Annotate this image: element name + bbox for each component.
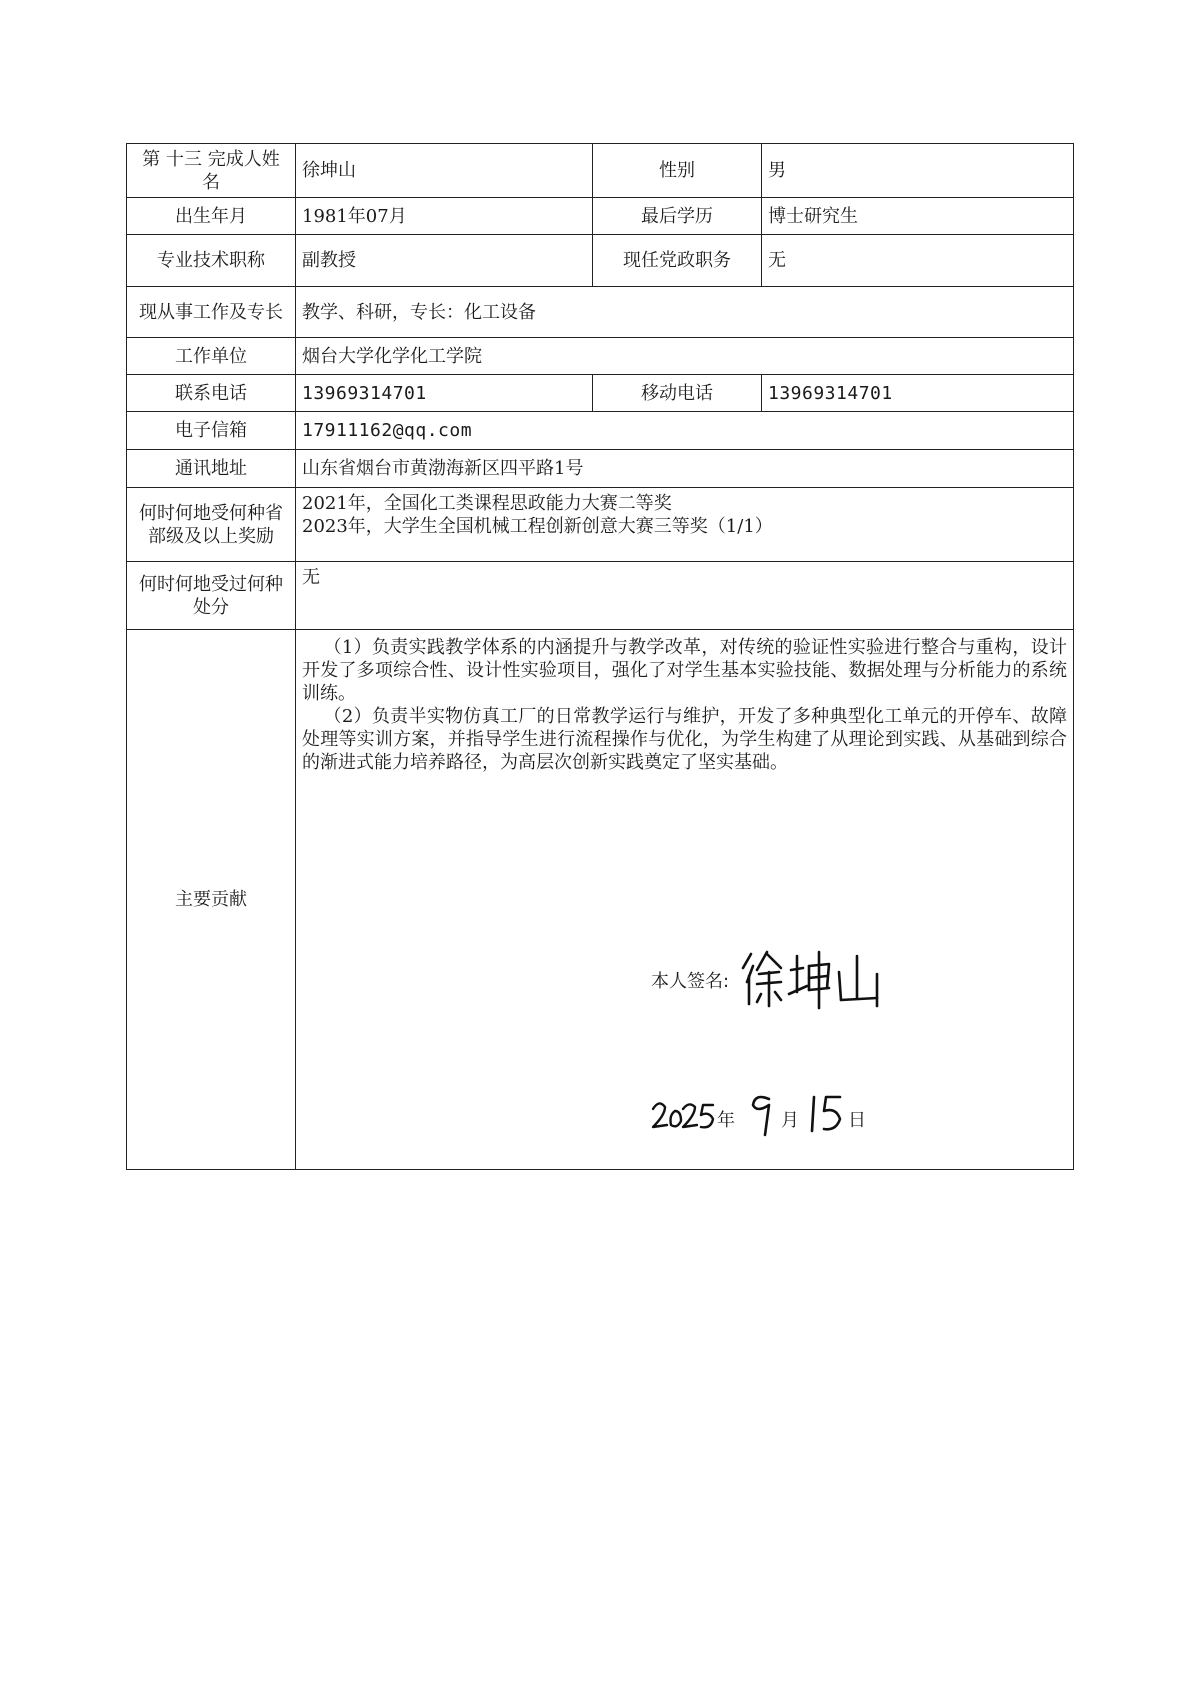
date-month-unit: 月: [781, 1110, 799, 1131]
education-label: 最后学历: [593, 198, 762, 235]
mobile-value: 13969314701: [762, 375, 1074, 412]
completer-info-form: [126, 143, 1074, 1170]
awards-value: [296, 488, 1074, 562]
post-value: 无: [762, 235, 1074, 287]
contrib-paragraph: （1）负责实践教学体系的内涵提升与教学改革，对传统的验证性实验进行整合与重构，设计开发了多项综合性、设计性实验项目，强化了对学生基本实验技能、数据处理与分析能力的系统训练。: [302, 637, 1067, 704]
award-item: 2021年，全国化工类课程思政能力大赛二等奖: [302, 493, 672, 514]
gender-value: 男: [762, 144, 1074, 198]
awards-label: 何时何地受何种省部级及以上奖励: [127, 488, 296, 562]
post-label: 现任党政职务: [593, 235, 762, 287]
punish-value: 无: [296, 562, 1074, 630]
address-label: 通讯地址: [127, 450, 296, 488]
contrib-paragraph: （2）负责半实物仿真工厂的日常教学运行与维护，开发了多种典型化工单元的开停车、故障处理等实训方案，并指导学生进行流程操作与优化，为学生构建了从理论到实践、从基础到综合的渐进式能力培养路径，为高层次创新实践奠定了坚实基础。: [302, 706, 1067, 773]
phone-label: 联系电话: [127, 375, 296, 412]
title-value: 副教授: [296, 235, 593, 287]
unit-label: 工作单位: [127, 338, 296, 375]
handwritten-signature: [737, 946, 887, 1012]
title-label: 专业技术职称: [127, 235, 296, 287]
email-value: 17911162@qq.com: [296, 412, 1074, 450]
award-item: 2023年，大学生全国机械工程创新创意大赛三等奖（1/1）: [302, 516, 773, 537]
contrib-value: [296, 630, 1074, 1170]
unit-value: 烟台大学化学化工学院: [296, 338, 1074, 375]
education-value: 博士研究生: [762, 198, 1074, 235]
handwritten-year: [651, 1095, 717, 1139]
handwritten-day: [806, 1089, 846, 1139]
punish-label: 何时何地受过何种处分: [127, 562, 296, 630]
work-value: 教学、科研，专长：化工设备: [296, 287, 1074, 338]
contrib-label: 主要贡献: [127, 630, 296, 1170]
gender-label: 性别: [593, 144, 762, 198]
name-label: 第 十三 完成人姓名: [127, 144, 296, 198]
address-value: 山东省烟台市黄渤海新区四平路1号: [296, 450, 1074, 488]
signature-date: [651, 1085, 911, 1145]
birth-value: 1981年07月: [296, 198, 593, 235]
email-label: 电子信箱: [127, 412, 296, 450]
phone-value: 13969314701: [296, 375, 593, 412]
birth-label: 出生年月: [127, 198, 296, 235]
signature-label: 本人签名:: [651, 971, 730, 992]
date-year-unit: 年: [717, 1110, 735, 1131]
mobile-label: 移动电话: [593, 375, 762, 412]
work-label: 现从事工作及专长: [127, 287, 296, 338]
date-day-unit: 日: [848, 1110, 866, 1131]
handwritten-month: [747, 1089, 777, 1139]
name-value: 徐坤山: [296, 144, 593, 198]
